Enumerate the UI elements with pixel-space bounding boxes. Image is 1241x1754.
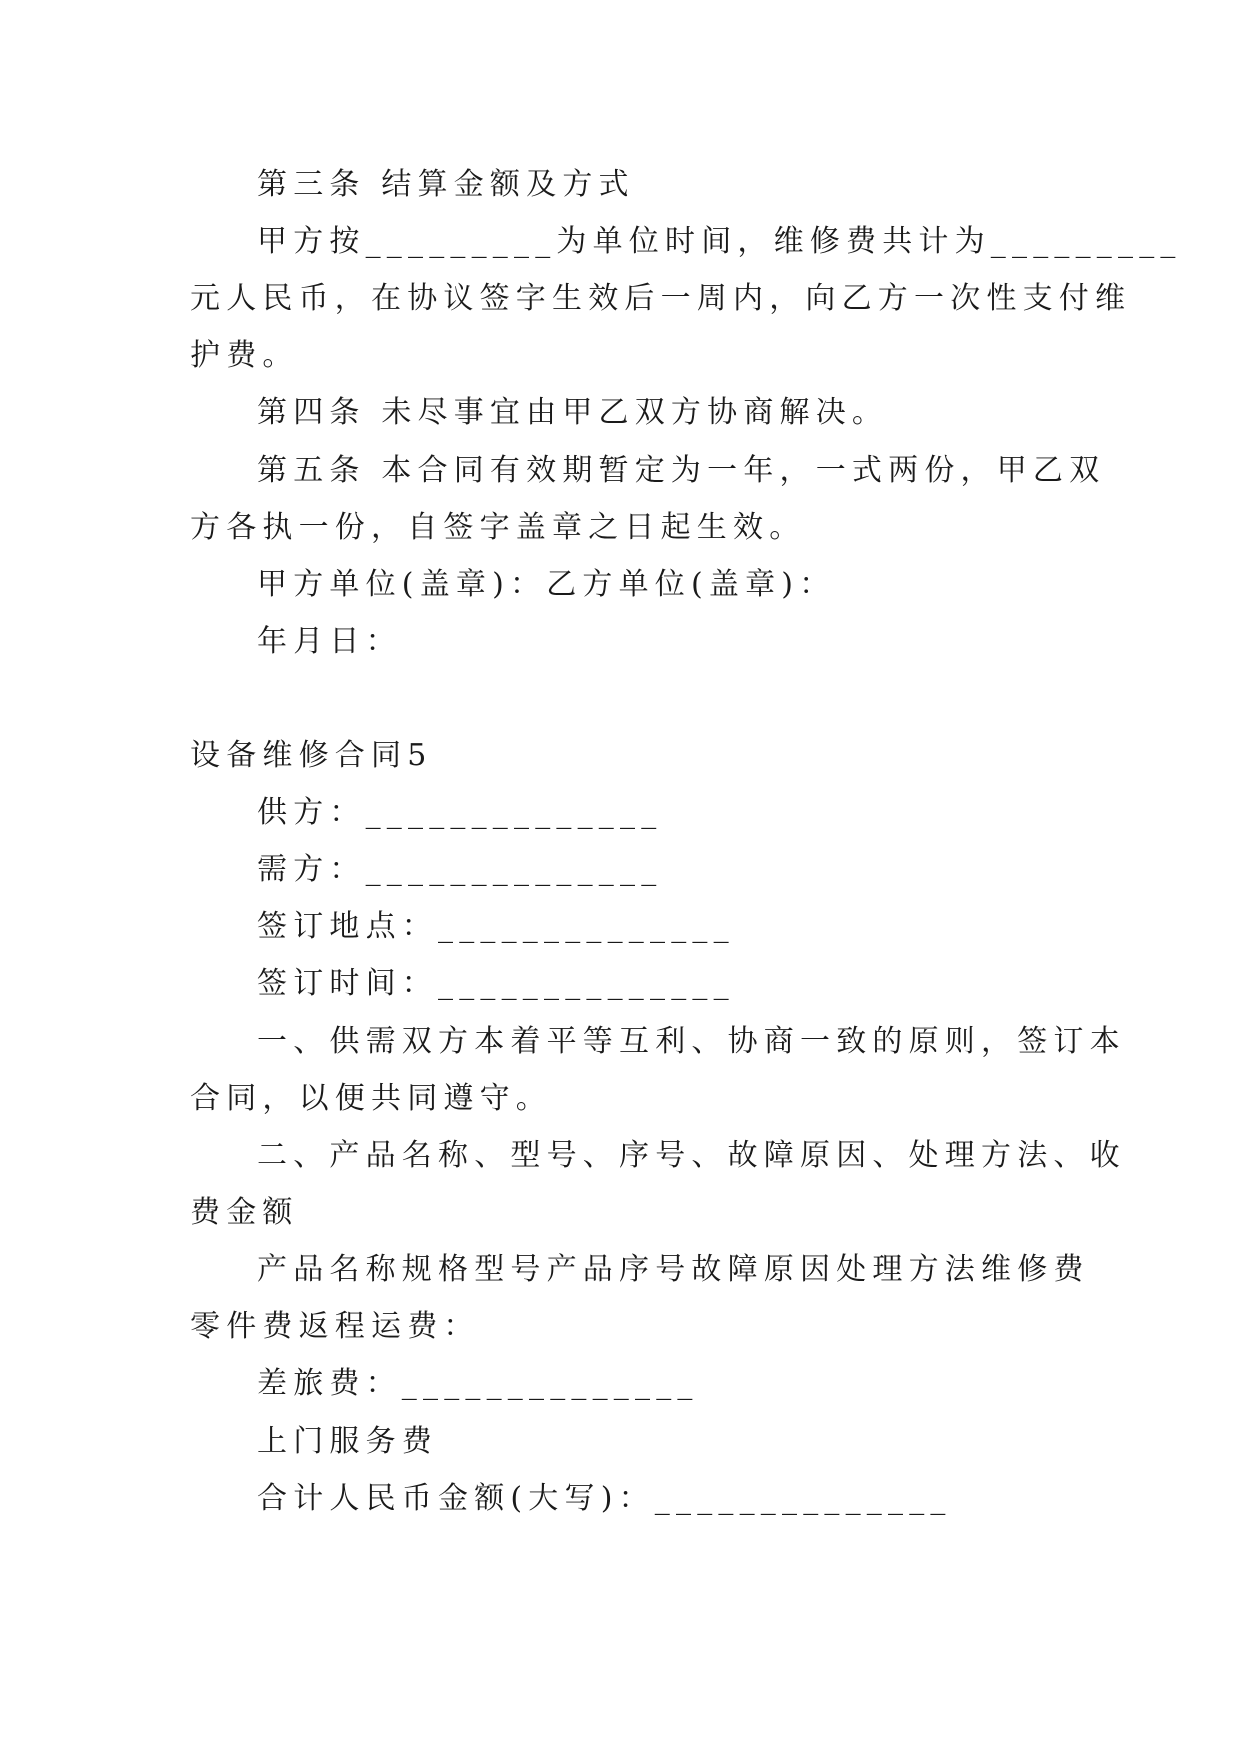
- item-1-text-line-1: 一、供需双方本着平等互利、协商一致的原则，签订本: [257, 1024, 1126, 1059]
- clause-5-text-line-1: 第五条 本合同有效期暂定为一年，一式两份，甲乙双: [257, 453, 1106, 488]
- clause-4-text: 第四条 未尽事宜由甲乙双方协商解决。: [257, 395, 889, 430]
- contract-5-title: 设备维修合同5: [190, 738, 433, 773]
- clause-3-text-line-3: 护费。: [190, 338, 299, 373]
- signature-parties-line: 甲方单位(盖章)：乙方单位(盖章)：: [257, 567, 836, 602]
- clause-3-heading: 第三条 结算金额及方式: [257, 167, 635, 202]
- signing-time-field: 签订时间：______________: [257, 966, 735, 1001]
- item-2-text-line-2: 费金额: [190, 1195, 299, 1230]
- fee-columns-line-2: 零件费返程运费：: [190, 1309, 480, 1344]
- date-line: 年月日：: [257, 624, 402, 659]
- clause-3-text-line-1: 甲方按_________为单位时间，维修费共计为_________: [257, 224, 1182, 259]
- item-1-text-line-2: 合同，以便共同遵守。: [190, 1081, 552, 1116]
- travel-expense-field: 差旅费：______________: [257, 1366, 699, 1401]
- supplier-field: 供方：______________: [257, 795, 663, 830]
- onsite-service-fee-label: 上门服务费: [257, 1424, 438, 1459]
- buyer-field: 需方：______________: [257, 852, 663, 887]
- signing-place-field: 签订地点：______________: [257, 909, 735, 944]
- fee-columns-line-1: 产品名称规格型号产品序号故障原因处理方法维修费: [257, 1252, 1090, 1287]
- clause-3-text-line-2: 元人民币，在协议签字生效后一周内，向乙方一次性支付维: [190, 281, 1132, 316]
- total-amount-field: 合计人民币金额(大写)：______________: [257, 1481, 952, 1516]
- item-2-text-line-1: 二、产品名称、型号、序号、故障原因、处理方法、收: [257, 1138, 1126, 1173]
- clause-5-text-line-2: 方各执一份，自签字盖章之日起生效。: [190, 510, 806, 545]
